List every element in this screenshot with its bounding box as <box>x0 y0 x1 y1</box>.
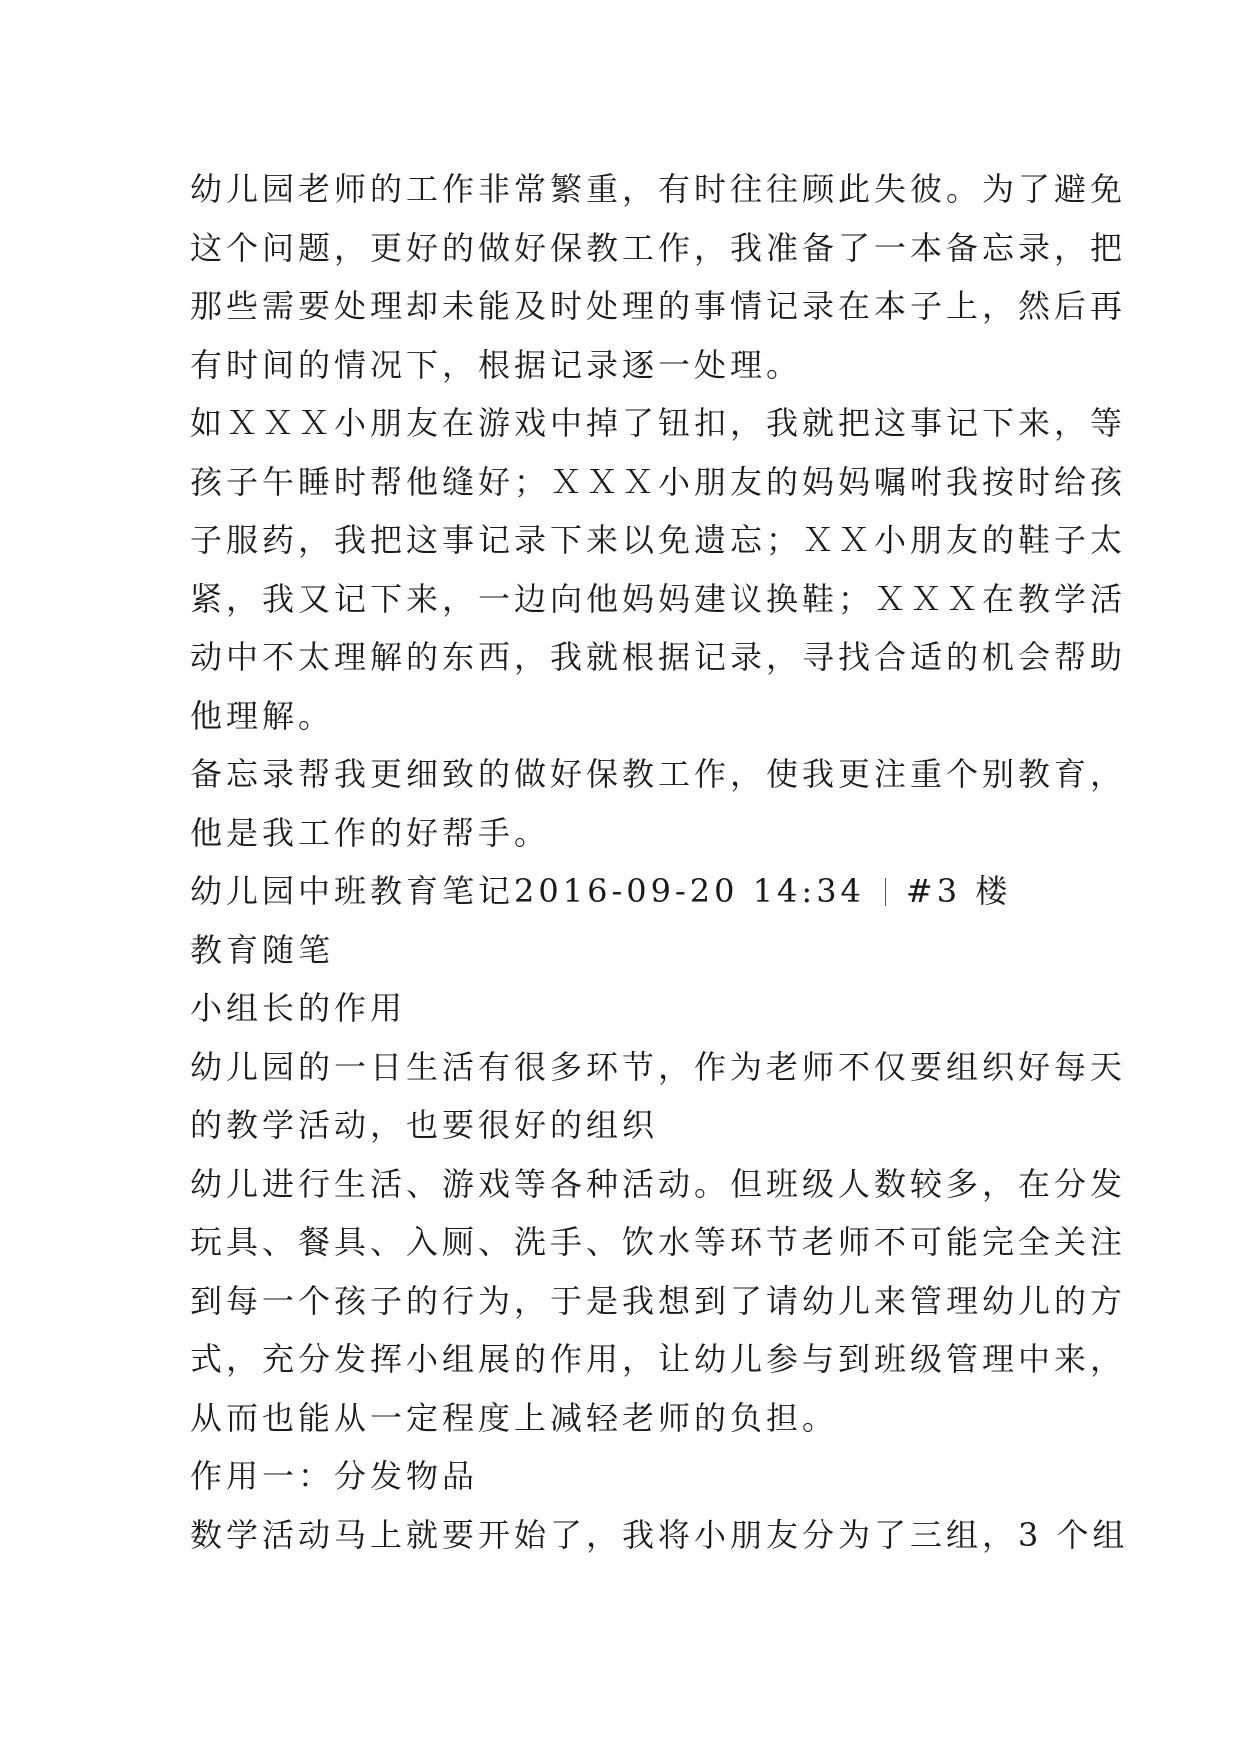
text-line: 他是我工作的好帮手。 <box>190 813 551 852</box>
section-heading: 教育随笔 <box>190 930 335 969</box>
section-subheading: 小组长的作用 <box>190 989 407 1027</box>
text-line: 动中不太理解的东西，我就根据记录，寻找合适的机会帮助 <box>190 638 1127 676</box>
text-line: 的教学活动，也要很好的组织 <box>190 1106 659 1144</box>
separator <box>885 878 886 906</box>
text-line: 有时间的情况下，根据记录逐一处理。 <box>190 345 803 384</box>
text-line: 从而也能从一定程度上减轻老师的负担。 <box>190 1398 839 1437</box>
text-line: 到每一个孩子的行为，于是我想到了请幼儿来管理幼儿的方 <box>190 1281 1127 1320</box>
text-line: 他理解。 <box>190 696 335 735</box>
post-datetime: 2016-09-20 14:34 <box>514 872 865 910</box>
text-line: 那些需要处理却未能及时处理的事情记录在本子上，然后再 <box>190 287 1127 325</box>
text-line: 备忘录帮我更细致的做好保教工作，使我更注重个别教育， <box>190 755 1127 793</box>
section-subheading: 作用一：分发物品 <box>190 1457 479 1495</box>
text-line: 式，充分发挥小组展的作用，让幼儿参与到班级管理中来， <box>190 1340 1127 1378</box>
post-floor: #3 楼 <box>905 872 1012 910</box>
text-line: 幼儿园的一日生活有很多环节，作为老师不仅要组织好每天 <box>190 1047 1127 1086</box>
text-line: 紧，我又记下来，一边向他妈妈建议换鞋；ＸＸＸ在教学活 <box>190 579 1127 618</box>
text-line: 幼儿进行生活、游戏等各种活动。但班级人数较多，在分发 <box>190 1164 1127 1203</box>
text-line: 如ＸＸＸ小朋友在游戏中掉了钮扣，我就把这事记下来，等 <box>190 404 1127 442</box>
text-line: 子服药，我把这事记录下来以免遗忘；ＸＸ小朋友的鞋子太 <box>190 521 1127 559</box>
document-body <box>190 160 1129 1564</box>
text-line: 玩具、餐具、入厕、洗手、饮水等环节老师不可能完全关注 <box>190 1223 1127 1261</box>
text-line: 这个问题，更好的做好保教工作，我准备了一本备忘录，把 <box>190 228 1127 267</box>
text-line: 数学活动马上就要开始了，我将小朋友分为了三组，3 个组 <box>190 1515 1129 1554</box>
text-line: 幼儿园老师的工作非常繁重，有时往往顾此失彼。为了避免 <box>190 170 1127 208</box>
text-line: 孩子午睡时帮他缝好；ＸＸＸ小朋友的妈妈嘱咐我按时给孩 <box>190 462 1127 501</box>
post-title: 幼儿园中班教育笔记 <box>190 872 515 910</box>
post-header <box>190 862 1070 921</box>
